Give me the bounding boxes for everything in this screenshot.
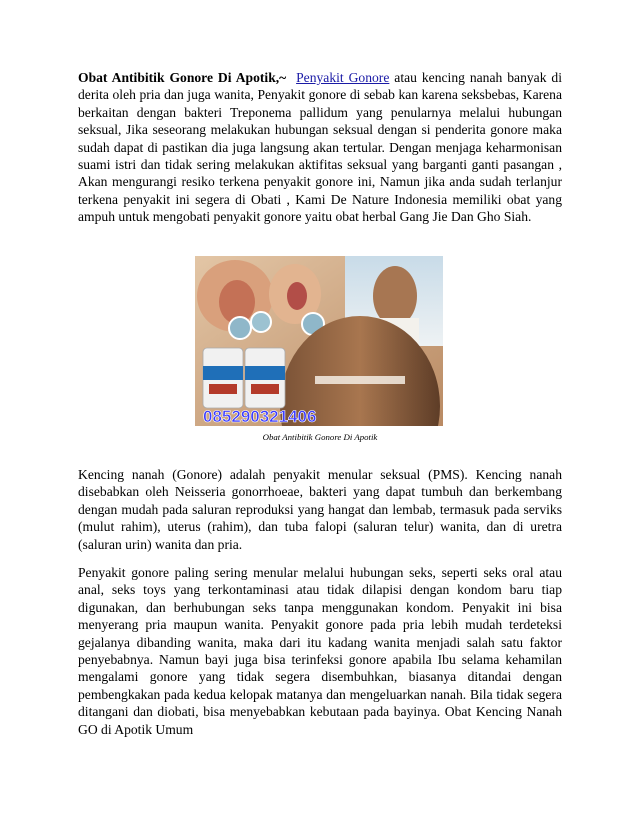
paragraph-2: Kencing nanah (Gonore) adalah penyakit menular seksual (PMS). Kencing nanah disebabkan oleh Neisseria gonorrhoeae, bakteri yang dapat tumbuh dan berkembang dengan mudah pada saluran reproduksi yang hangat dan lembab, termasuk pada serviks (mulut rahim), uterus (rahim), dan tuba falopi (saluran telur) wanita, dan di uretra (saluran urin) wanita dan pria.	[78, 467, 562, 552]
paragraph-3: Penyakit gonore paling sering menular melalui hubungan seks, seperti seks oral atau anal, seks toys yang terkontaminasi atau tidak dilapisi dengan kondom baru tiap digunakan, dan berhubungan seks tanpa menggunakan kondom. Penyakit ini bisa menyerang pria maupun wanita. Penyakit gonore pada pria lebih mudah terdeteksi gejalanya dibanding wanita, maka dari itu kadang wanita menjadi salah satu faktor penyebabnya. Namun bayi juga bisa terinfeksi gonore apabila Ibu selama kehamilan mengalami gonore yang tidak segera disembuhkan, biasanya ditandai dengan pembengkakan pada kedua kelopak matanya dan mengeluarkan nanah. Bila tidak segera ditangani dan diobati, bisa menyebabkan kebutaan pada bayinya. Obat Kencing Nanah GO di Apotik Umum	[78, 565, 562, 737]
image-caption: Obat Antibitik Gonore Di Apotik	[262, 432, 378, 442]
intro-paragraph	[78, 69, 562, 226]
product-image	[195, 256, 443, 426]
penyakit-gonore-link[interactable]: Penyakit Gonore	[296, 70, 390, 85]
article-title: Obat Antibitik Gonore Di Apotik,~	[78, 70, 287, 85]
product-image-illustration	[195, 256, 443, 426]
phone-number: 085290321406	[203, 407, 317, 426]
intro-text: atau kencing nanah banyak di derita oleh pria dan juga wanita, Penyakit gonore di sebab kan karena seksbebas, Karena berkaitan dengan bakteri Treponema pallidum yang penularnya melalui hubungan seksual, Jika seseorang melakukan hubungan seksual dengan si penderita gonore maka sudah dapat di pastikan dia juga langsung akan tertular. Dengan menjaga keharmonisan suami istri dan tidak sering melakukan aktifitas seksual yang barganti ganti pasangan , Akan mengurangi resiko terkena penyakit gonore ini, Namun jika anda sudah terlanjur terkena penyakit ini segera di Obati , Kami De Nature Indonesia memiliki obat yang ampuh untuk mengobati penyakit gonore yaitu obat herbal Gang Jie Dan Gho Siah.	[78, 70, 562, 225]
